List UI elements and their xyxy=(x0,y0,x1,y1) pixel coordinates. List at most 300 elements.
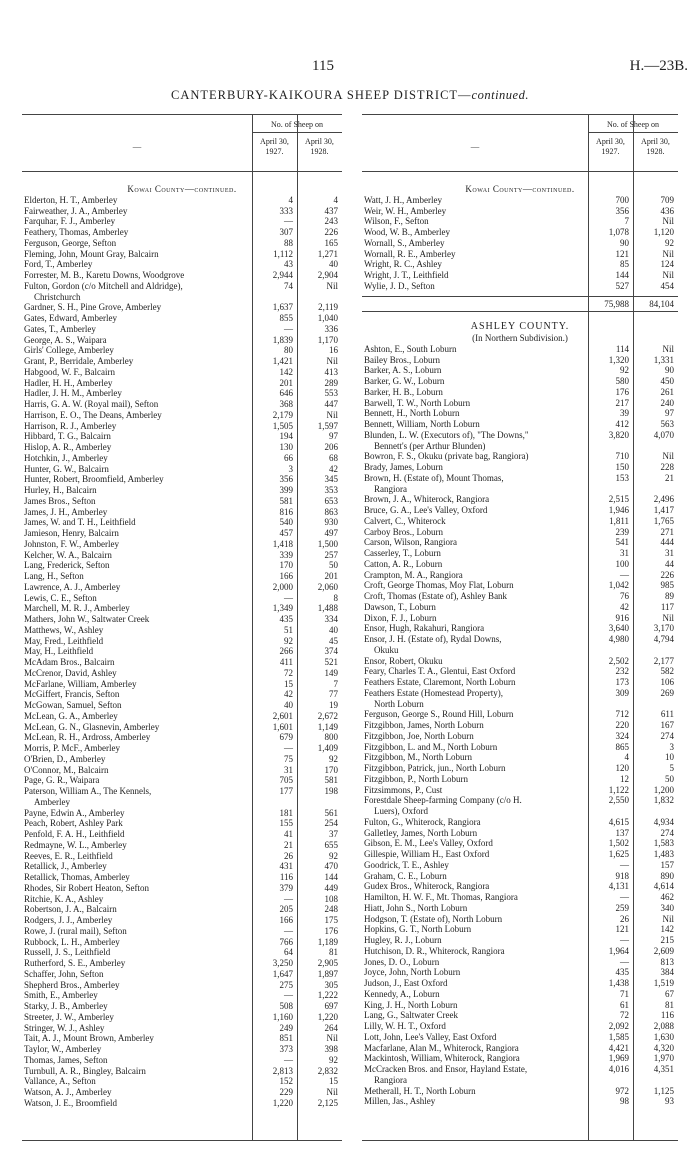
count-1927: 194 xyxy=(279,431,293,442)
table-row xyxy=(22,507,342,518)
column-rule xyxy=(633,115,634,1140)
count-1927: 1,839 xyxy=(272,334,293,345)
count-1927: 3,250 xyxy=(272,958,293,968)
count-1927: 3,820 xyxy=(608,429,629,440)
count-1928: 4,934 xyxy=(653,816,674,827)
header-sheep-on: No. of Sheep on xyxy=(588,118,678,133)
owner-name: Feathers Estate (Homestead Property), xyxy=(364,687,503,698)
owner-name: Barwell, T. W., North Loburn xyxy=(364,397,471,408)
owner-name: James, W. and T. H., Leithfield xyxy=(24,517,136,528)
owner-name: Bennett, H., North Loburn xyxy=(364,408,460,419)
count-1928: 81 xyxy=(329,947,338,958)
owner-name: McLean, G. A., Amberley xyxy=(24,710,118,721)
count-1927: 700 xyxy=(615,194,629,205)
owner-name: Feathery, Thomas, Amberley xyxy=(24,227,129,237)
count-1928: 2,672 xyxy=(317,710,338,721)
count-1927: 12 xyxy=(620,773,629,784)
owner-name: May, H., Leithfield xyxy=(24,646,94,657)
count-1927: 710 xyxy=(615,451,629,462)
count-1928: Nil xyxy=(662,270,674,280)
table-row xyxy=(22,904,342,915)
count-1928: 167 xyxy=(660,720,674,730)
count-1928: 142 xyxy=(660,924,674,935)
owner-name: Watt, J. H., Amberley xyxy=(364,194,443,205)
table-row xyxy=(22,625,342,636)
owner-name: O'Brien, D., Amberley xyxy=(24,753,106,764)
count-1928: 581 xyxy=(324,775,338,786)
table-row xyxy=(22,410,342,421)
table-row xyxy=(22,249,342,260)
count-1928: 254 xyxy=(324,818,338,829)
count-1928: 1,832 xyxy=(653,795,674,806)
count-1928: 45 xyxy=(329,635,338,646)
count-1928: 582 xyxy=(660,666,674,677)
owner-name: Ritchie, K. A., Ashley xyxy=(24,893,104,904)
count-1927: 1,502 xyxy=(608,838,629,849)
count-1927: 74 xyxy=(284,280,293,291)
count-1927: 43 xyxy=(284,259,293,270)
count-1927: 1,320 xyxy=(608,354,629,365)
count-1928: Nil xyxy=(662,248,674,259)
report-reference: H.—23B. xyxy=(629,58,688,74)
owner-name: Croft, George Thomas, Moy Flat, Loburn xyxy=(364,580,514,591)
table-row xyxy=(362,387,678,398)
count-1927: 1,421 xyxy=(272,356,293,366)
owner-name: Blunden, L. W. (Executors of), "The Downs," xyxy=(364,429,529,440)
table-row xyxy=(22,1012,342,1023)
count-1927: 173 xyxy=(615,677,629,687)
count-1927: — xyxy=(284,925,293,936)
table-row xyxy=(362,871,678,882)
table-row xyxy=(362,677,678,688)
count-1928: 611 xyxy=(660,709,674,720)
header-col-1927: April 30, 1927. xyxy=(596,137,625,156)
table-row xyxy=(22,689,342,700)
owner-name: O'Connor, M., Balcairn xyxy=(24,764,109,775)
owner-name: Rodgers, J. J., Amberley xyxy=(24,915,113,925)
count-1927: 66 xyxy=(284,452,293,463)
table-row xyxy=(22,571,342,582)
owner-name: Fleming, John, Mount Gray, Balcairn xyxy=(24,248,159,259)
table-row xyxy=(22,980,342,991)
table-row xyxy=(22,765,342,776)
count-1928: 1,519 xyxy=(653,978,674,988)
count-1928: 1,765 xyxy=(653,515,674,526)
count-1927: — xyxy=(620,569,629,580)
table-row xyxy=(362,1064,678,1075)
owner-name: Fitzgibbon, M., North Loburn xyxy=(364,752,472,763)
owner-name: Tait, A. J., Mount Brown, Amberley xyxy=(24,1033,154,1044)
count-1928: 709 xyxy=(660,194,674,205)
count-1927: 918 xyxy=(615,870,629,881)
table-row xyxy=(22,1087,342,1098)
count-1927: 98 xyxy=(620,1096,629,1107)
count-1927: 1,349 xyxy=(272,603,293,614)
count-1928: 97 xyxy=(665,408,674,419)
count-1928: 89 xyxy=(665,591,674,601)
table-row xyxy=(22,775,342,786)
table-row xyxy=(362,613,678,624)
owner-name: Hiatt, John S., North Loburn xyxy=(364,902,468,913)
count-1927: 75 xyxy=(284,753,293,764)
owner-name: Hotchkin, J., Amberley xyxy=(24,452,108,463)
left-table xyxy=(22,114,342,1141)
count-1927: 541 xyxy=(615,537,629,548)
owner-name: Thomas, James, Sefton xyxy=(24,1054,108,1065)
count-1928: Nil xyxy=(662,612,674,623)
count-1927: 201 xyxy=(279,377,293,388)
section-heading xyxy=(362,322,678,333)
table-row xyxy=(22,840,342,851)
table-row xyxy=(362,1086,678,1097)
table-row xyxy=(362,1000,678,1011)
table-row xyxy=(22,464,342,475)
count-1928: 1,970 xyxy=(653,1053,674,1064)
count-1927: 120 xyxy=(615,763,629,773)
count-1928: 1,200 xyxy=(653,784,674,795)
count-1927: 4 xyxy=(288,194,293,205)
table-row xyxy=(22,861,342,872)
count-1927: 368 xyxy=(279,399,293,409)
count-1927: 152 xyxy=(279,1076,293,1087)
table-row xyxy=(22,1098,342,1109)
table-row xyxy=(362,570,678,581)
count-1928: 68 xyxy=(329,452,338,463)
count-1928: 1,597 xyxy=(317,420,338,431)
count-1928: 3,170 xyxy=(653,623,674,634)
table-row xyxy=(362,195,678,206)
table-row xyxy=(22,206,342,217)
owner-name: Fitzsimmons, P., Cust xyxy=(364,784,443,795)
table-row xyxy=(362,398,678,409)
table-row xyxy=(22,474,342,485)
count-1927: 431 xyxy=(279,861,293,872)
table-row xyxy=(362,451,678,462)
table-row xyxy=(362,752,678,763)
owner-name: Peach, Robert, Ashley Park xyxy=(24,818,123,829)
owner-name: Grant, P., Berridale, Amberley xyxy=(24,356,134,366)
count-1928: 8 xyxy=(333,592,338,603)
count-1927: 39 xyxy=(620,408,629,419)
owner-name: Starky, J. B., Amberley xyxy=(24,1001,108,1011)
owner-name: Joyce, John, North Loburn xyxy=(364,967,461,978)
owner-name: Lewis, C. E., Sefton xyxy=(24,592,97,603)
count-1928: 1,120 xyxy=(653,227,674,237)
table-row xyxy=(362,763,678,774)
count-1928: 175 xyxy=(324,915,338,925)
count-1927: 2,092 xyxy=(608,1021,629,1031)
owner-name: McCrenor, David, Ashley xyxy=(24,667,117,678)
count-1928: 92 xyxy=(329,850,338,861)
count-1927: 309 xyxy=(615,687,629,698)
table-row xyxy=(362,494,678,505)
owner-name: McFarlane, William, Amberley xyxy=(24,678,137,689)
count-1928: 449 xyxy=(324,882,338,893)
table-row xyxy=(362,1010,678,1021)
count-1928: 206 xyxy=(324,442,338,452)
count-1927: 508 xyxy=(279,1001,293,1011)
count-1927: 865 xyxy=(615,741,629,752)
table-row xyxy=(362,828,678,839)
count-1928: 1,271 xyxy=(317,248,338,259)
owner-name: Reeves, E. R., Leithfield xyxy=(24,850,113,861)
table-row xyxy=(362,634,678,645)
count-1927: 581 xyxy=(279,495,293,506)
count-1927: 1,811 xyxy=(609,515,629,526)
title-continued: continued. xyxy=(471,88,529,102)
owner-name: Hislop, A. R., Amberley xyxy=(24,442,112,452)
table-row xyxy=(362,1032,678,1043)
owner-name: Lang, Frederick, Sefton xyxy=(24,560,110,571)
table-row xyxy=(22,421,342,432)
owner-name: Rubbock, L. H., Amberley xyxy=(24,936,120,947)
count-1927: 170 xyxy=(279,560,293,571)
count-1928: 4,794 xyxy=(653,634,674,644)
count-1927: 4,131 xyxy=(608,881,629,892)
count-1927: 21 xyxy=(284,839,293,850)
count-1927: — xyxy=(620,892,629,902)
owner-name: Jamieson, Henry, Balcairn xyxy=(24,528,119,538)
owner-name: Fitzgibbon, Joe, North Loburn xyxy=(364,730,474,741)
table-row xyxy=(362,227,678,238)
table-row xyxy=(22,872,342,883)
count-1928: 157 xyxy=(660,859,674,870)
table-row xyxy=(22,550,342,561)
count-1928: 1,220 xyxy=(317,1011,338,1022)
count-1927: 527 xyxy=(615,280,629,291)
count-1927: 40 xyxy=(284,700,293,710)
count-1927: — xyxy=(620,956,629,967)
count-1928: 697 xyxy=(324,1001,338,1011)
owner-name: Smith, E., Amberley xyxy=(24,990,98,1001)
owner-name: Harris, G. A. W. (Royal mail), Sefton xyxy=(24,399,159,409)
count-1927: 259 xyxy=(615,902,629,913)
table-row xyxy=(362,935,678,946)
count-1927: 1,220 xyxy=(272,1097,293,1108)
count-1928: 1,500 xyxy=(317,538,338,549)
table-row xyxy=(22,722,342,733)
count-1928: 44 xyxy=(665,558,674,569)
count-1928: 117 xyxy=(660,601,674,612)
table-row xyxy=(362,989,678,1000)
owner-name: Feary, Charles T. A., Glentui, East Oxford xyxy=(364,666,516,677)
owner-name: Watson, A. J., Amberley xyxy=(24,1087,112,1097)
table-row xyxy=(362,537,678,548)
count-1928: 4 xyxy=(333,194,338,205)
table-row xyxy=(362,742,678,753)
count-1928: 2,119 xyxy=(318,302,338,313)
owner-name: North Loburn xyxy=(374,698,424,709)
owner-name: Page, G. R., Waipara xyxy=(24,775,100,786)
table-row xyxy=(362,365,678,376)
table-row xyxy=(22,453,342,464)
table-row xyxy=(22,894,342,905)
count-1927: 916 xyxy=(615,612,629,623)
count-1928: 1,040 xyxy=(317,313,338,323)
column-rule xyxy=(588,115,589,1140)
table-row xyxy=(22,668,342,679)
column-rule xyxy=(297,115,298,1140)
count-1927: 166 xyxy=(279,915,293,925)
right-table xyxy=(362,114,678,1141)
count-1927: 2,550 xyxy=(608,795,629,806)
owner-name: Fitzgibbon, James, North Loburn xyxy=(364,720,484,730)
count-1928: 1,149 xyxy=(317,721,338,732)
count-1927: — xyxy=(284,743,293,753)
count-1928: Nil xyxy=(326,409,338,420)
table-row xyxy=(362,206,678,217)
owner-name: Hibbard, T. G., Balcairn xyxy=(24,431,111,442)
count-1928: 1,583 xyxy=(653,838,674,849)
count-1928: 149 xyxy=(324,667,338,678)
owner-name: Bowron, F. S., Okuku (private bag, Rangiora) xyxy=(364,451,529,462)
table-row xyxy=(362,1053,678,1064)
owner-name: Hunter, Robert, Broomfield, Amberley xyxy=(24,474,164,485)
count-1927: 92 xyxy=(620,365,629,376)
table-row xyxy=(22,302,342,313)
count-1928: 553 xyxy=(324,388,338,399)
count-1928: Nil xyxy=(326,356,338,366)
table-row xyxy=(22,614,342,625)
count-1928: 336 xyxy=(324,323,338,334)
count-1927: 144 xyxy=(615,270,629,280)
owner-name: Hunter, G. W., Balcairn xyxy=(24,463,109,474)
count-1927: 239 xyxy=(615,526,629,537)
count-1927: 220 xyxy=(615,720,629,730)
owner-name: Hadler, H. H., Amberley xyxy=(24,377,113,388)
count-1928: 226 xyxy=(324,227,338,237)
count-1927: 1,160 xyxy=(272,1011,293,1022)
count-1928: 90 xyxy=(665,365,674,376)
owner-name: McAdam Bros., Balcairn xyxy=(24,657,115,667)
count-1928: 108 xyxy=(324,893,338,904)
count-1928: 274 xyxy=(660,827,674,838)
count-1928: 201 xyxy=(324,571,338,581)
count-1927: 646 xyxy=(279,388,293,399)
table-row xyxy=(22,915,342,926)
table-row xyxy=(362,259,678,270)
owner-name: Hodgson, T. (Estate of), North Loburn xyxy=(364,913,503,924)
owner-name: Catton, A. R., Loburn xyxy=(364,558,443,569)
table-row xyxy=(22,345,342,356)
owner-name: Ensor, Hugh, Rakahuri, Rangiora xyxy=(364,623,485,634)
owner-name: Feathers Estate, Claremont, North Loburn xyxy=(364,677,516,687)
owner-name: Streeter, J. W., Amberley xyxy=(24,1011,114,1022)
table-row xyxy=(362,344,678,355)
owner-name: Ensor, Robert, Okuku xyxy=(364,655,443,666)
table-row xyxy=(22,679,342,690)
count-1928: Nil xyxy=(662,451,674,462)
count-1928: 436 xyxy=(660,205,674,216)
owner-name: Barker, H. B., Loburn xyxy=(364,386,443,397)
count-1928: 257 xyxy=(324,549,338,560)
table-row xyxy=(362,645,678,656)
table-row xyxy=(22,442,342,453)
count-1928: 813 xyxy=(660,956,674,967)
header-col-1928: April 30, 1928. xyxy=(305,137,334,156)
count-1928: 10 xyxy=(665,752,674,763)
count-1928: 243 xyxy=(324,216,338,227)
count-1928: 521 xyxy=(324,657,338,667)
count-1928: 21 xyxy=(665,472,674,483)
table-row xyxy=(22,657,342,668)
count-1927: 1,647 xyxy=(272,968,293,979)
table-row xyxy=(22,808,342,819)
count-1927: 85 xyxy=(620,259,629,270)
owner-name: Fulton, G., Whiterock, Rangiora xyxy=(364,816,481,827)
owner-name: Brown, J. A., Whiterock, Rangiora xyxy=(364,494,490,505)
count-1928: 1,409 xyxy=(317,743,338,753)
count-1928: 92 xyxy=(329,1054,338,1065)
owner-name: Rhodes, Sir Robert Heaton, Sefton xyxy=(24,882,149,893)
count-1928: 3 xyxy=(669,741,674,752)
count-1928: 413 xyxy=(324,366,338,377)
table-row xyxy=(362,238,678,249)
owner-name: Carson, Wilson, Rangiora xyxy=(364,537,457,548)
owner-name: Harrison, R. J., Amberley xyxy=(24,420,117,431)
table-row xyxy=(362,860,678,871)
table-row xyxy=(22,216,342,227)
owner-name: Wright, R. C., Ashley xyxy=(364,259,442,270)
table-row xyxy=(362,548,678,559)
count-1927: 3,640 xyxy=(608,623,629,634)
count-1928: 454 xyxy=(660,280,674,291)
count-1927: 7 xyxy=(624,216,629,227)
owner-name: Croft, Thomas (Estate of), Ashley Bank xyxy=(364,591,508,601)
owner-name: Brady, James, Loburn xyxy=(364,462,443,472)
owner-name: Mathers, John W., Saltwater Creek xyxy=(24,614,150,624)
owner-name: May, Fred., Leithfield xyxy=(24,635,104,646)
count-1928: 16 xyxy=(329,345,338,356)
owner-name: Kennedy, A., Loburn xyxy=(364,988,440,999)
table-row xyxy=(362,795,678,806)
count-1927: 142 xyxy=(279,366,293,377)
count-1928: 930 xyxy=(324,517,338,528)
count-1927: 356 xyxy=(279,474,293,485)
owner-name: Morris, P. McF., Amberley xyxy=(24,743,121,753)
count-1927: 333 xyxy=(279,205,293,216)
count-1928: 165 xyxy=(324,237,338,248)
table-row xyxy=(22,786,342,797)
table-row xyxy=(362,1096,678,1107)
owner-name: Weir, W. H., Amberley xyxy=(364,205,447,216)
table-row xyxy=(22,1055,342,1066)
count-1928: Nil xyxy=(326,1087,338,1097)
table-row xyxy=(362,602,678,613)
count-1928: 345 xyxy=(324,474,338,485)
count-1927: 1,505 xyxy=(272,420,293,431)
count-1927: 3 xyxy=(288,463,293,474)
table-row xyxy=(362,591,678,602)
column-rule xyxy=(252,115,253,1140)
count-1927: 72 xyxy=(620,1010,629,1021)
owner-name: Graham, C. E., Loburn xyxy=(364,870,447,881)
count-1927: 121 xyxy=(615,248,629,259)
owner-name: Kowai County—continued. xyxy=(127,184,237,194)
table-row xyxy=(22,603,342,614)
count-1928: 106 xyxy=(660,677,674,687)
owner-name: Kelcher, W. A., Balcairn xyxy=(24,549,112,560)
owner-name: Lang, H., Sefton xyxy=(24,571,84,581)
count-1927: — xyxy=(284,893,293,904)
table-row xyxy=(362,903,678,914)
count-1928: 269 xyxy=(660,687,674,698)
owner-name: Galletley, James, North Loburn xyxy=(364,827,478,838)
table-row xyxy=(362,355,678,366)
count-1927: 435 xyxy=(279,614,293,624)
count-1928: 985 xyxy=(660,580,674,591)
count-1928: 374 xyxy=(324,646,338,657)
